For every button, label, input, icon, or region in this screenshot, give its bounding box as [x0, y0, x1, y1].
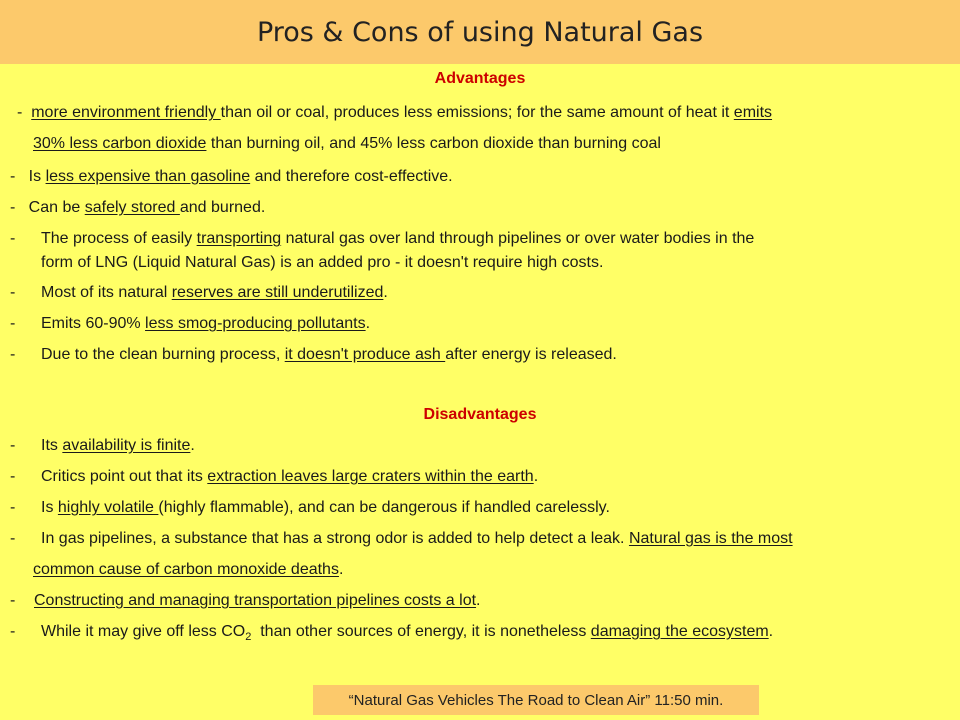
video-caption-box: [313, 685, 759, 715]
advantage-item-3: - Can be safely stored and burned.: [10, 199, 266, 216]
advantage-item-2: - Is less expensive than gasoline and therefore cost-effective.: [10, 168, 453, 185]
disadvantage-item-2: - Critics point out that its extraction leaves large craters within the earth.: [10, 468, 539, 485]
title-bar: [0, 0, 960, 64]
advantage-item-1-line-2: 30% less carbon dioxide than burning oil, and 45% less carbon dioxide than burning coal: [33, 135, 661, 152]
advantage-item-5: - Most of its natural reserves are still underutilized.: [10, 284, 388, 301]
disadvantage-item-5: - Constructing and managing transportation pipelines costs a lot.: [10, 592, 481, 609]
disadvantage-item-6: - While it may give off less $CO_2$ than other sources of energy, it is nonetheless damaging the ecosystem.: [10, 623, 774, 644]
page-title: Pros & Cons of using Natural Gas: [256, 16, 704, 48]
advantage-item-4-line-2: form of LNG (Liquid Natural Gas) is an added pro - it doesn't require high costs.: [41, 254, 604, 271]
disadvantages-heading: Disadvantages: [423, 406, 537, 423]
disadvantage-item-4-line-2: common cause of carbon monoxide deaths.: [33, 561, 344, 578]
advantage-item-4-line-1: - The process of easily transporting natural gas over land through pipelines or over water bodies in the: [10, 230, 755, 247]
advantage-item-1-line-1: - more environment friendly than oil or coal, produces less emissions; for the same amount of heat it emits: [17, 104, 773, 121]
disadvantage-item-1: - Its availability is finite.: [10, 437, 195, 454]
disadvantage-item-3: - Is highly volatile (highly flammable), and can be dangerous if handled carelessly.: [10, 499, 610, 516]
disadvantage-item-4-line-1: - In gas pipelines, a substance that has a strong odor is added to help detect a leak. Natural gas is the most: [10, 530, 793, 547]
video-caption: “Natural Gas Vehicles The Road to Clean Air” 11:50 min.: [348, 691, 724, 709]
advantages-heading: Advantages: [434, 70, 526, 87]
advantage-item-6: - Emits 60-90% less smog-producing pollutants.: [10, 315, 371, 332]
advantage-item-7: - Due to the clean burning process, it doesn't produce ash after energy is released.: [10, 346, 617, 363]
